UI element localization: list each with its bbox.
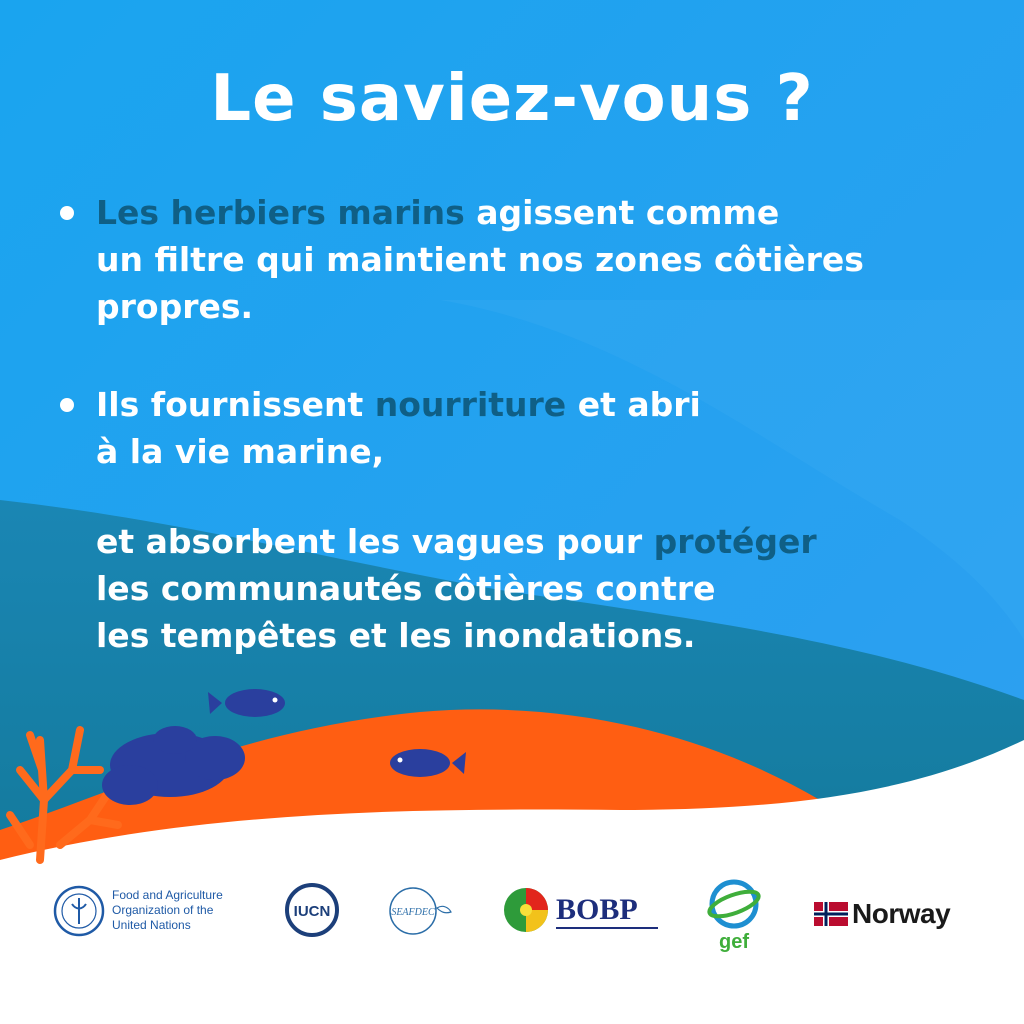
- fact-paragraph-1: [96, 189, 864, 330]
- fact-3-line-2: les communautés côtières contre: [96, 569, 716, 608]
- fact-3-line-3: les tempêtes et les inondations.: [96, 616, 696, 655]
- fact-2-line-2: à la vie marine,: [96, 432, 385, 471]
- fact-2-line-1: Ils fournissent nourriture et abri: [96, 385, 701, 424]
- fact-paragraph-2: [96, 381, 701, 475]
- fact-3-line-1: et absorbent les vagues pour protéger: [96, 522, 817, 561]
- svg-text:BOBP: BOBP: [556, 893, 638, 926]
- norway-logo-text: Norway: [852, 898, 951, 929]
- svg-text:gef: gef: [719, 931, 749, 953]
- bobp-logo: [500, 884, 666, 936]
- norway-flag-icon: [814, 902, 848, 926]
- bullet-point-1: [60, 206, 74, 220]
- fact-1-highlight: Les herbiers marins: [96, 193, 465, 232]
- bullet-point-2: [60, 398, 74, 412]
- seafdec-logo: [385, 884, 455, 938]
- fact-3-highlight: protéger: [653, 522, 817, 561]
- fact-1-line-1: Les herbiers marins agissent comme: [96, 193, 780, 232]
- iucn-logo: [284, 882, 340, 938]
- svg-text:SEAFDEC: SEAFDEC: [391, 907, 435, 918]
- page-title: Le saviez-vous ?: [210, 62, 814, 136]
- fao-name: Food and Agriculture Organization of the United Nations: [112, 888, 223, 932]
- fact-1-line-2: un filtre qui maintient nos zones côtières: [96, 240, 864, 279]
- fact-paragraph-3: [96, 518, 817, 659]
- gef-logo: [706, 878, 762, 954]
- svg-text:IUCN: IUCN: [293, 903, 331, 920]
- fact-1-line-3: propres.: [96, 287, 254, 326]
- fact-2-highlight: nourriture: [374, 385, 567, 424]
- fao-logo: [52, 884, 106, 938]
